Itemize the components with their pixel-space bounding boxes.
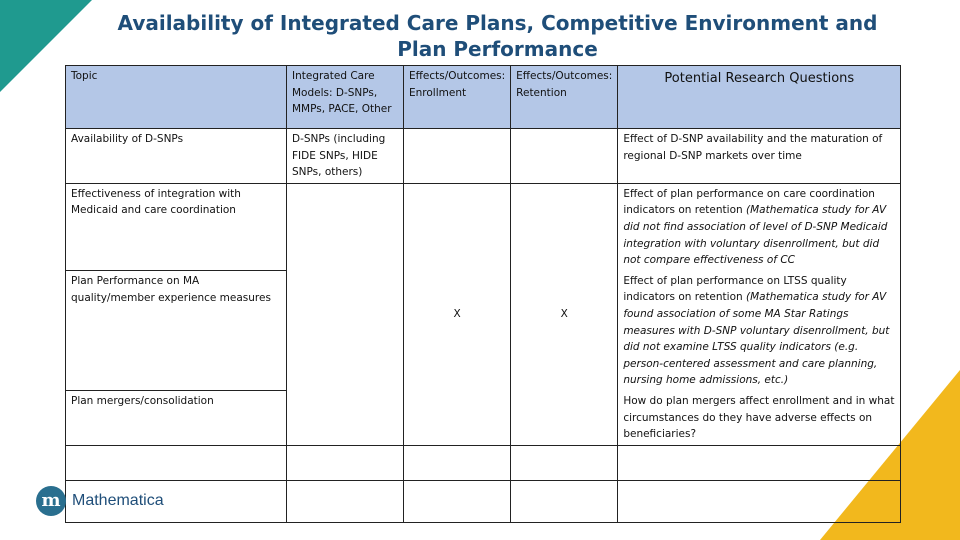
empty-cell [511, 480, 618, 522]
header-retention: Effects/Outcomes: Retention [511, 66, 618, 129]
table-row-empty [66, 480, 901, 522]
slide-title: Availability of Integrated Care Plans, Competitive Environment and Plan Performance [117, 11, 878, 61]
empty-cell [404, 445, 511, 480]
row-models: D-SNPs (including FIDE SNPs, HIDE SNPs, others) [287, 129, 404, 184]
empty-cell [511, 445, 618, 480]
row-topic: Effectiveness of integration with Medicaid and care coordination [66, 183, 287, 270]
table-row [66, 129, 901, 184]
row-topic: Plan Performance on MA quality/member experience measures [66, 271, 287, 391]
logo-text: Mathematica [72, 492, 164, 509]
empty-cell [618, 480, 901, 522]
header-questions: Potential Research Questions [618, 66, 901, 129]
table-row [66, 183, 901, 270]
question-note: (Mathematica study for AV found association of some MA Star Ratings measures with D-SNP voluntary disenrollment, but did not examine LTSS quality indicators (e.g. person-centered assessment and care planning, nursing home admissions, etc.) [623, 291, 890, 387]
row-retention-cell [511, 129, 618, 184]
row-models-cell [287, 183, 404, 445]
empty-cell [287, 445, 404, 480]
empty-cell [618, 445, 901, 480]
row-topic: Plan mergers/consolidation [66, 391, 287, 445]
mathematica-logo [36, 486, 164, 516]
row-question [618, 271, 901, 391]
table-header-row [66, 66, 901, 129]
empty-cell [66, 445, 287, 480]
row-question: How do plan mergers affect enrollment and in what circumstances do they have adverse effects on beneficiaries? [618, 391, 901, 445]
table-row-empty [66, 445, 901, 480]
empty-cell [287, 480, 404, 522]
logo-mark-icon: m [36, 486, 66, 516]
row-topic: Availability of D-SNPs [66, 129, 287, 184]
question-text: Effect of plan performance on LTSS quality indicators on retention [623, 274, 847, 304]
header-models: Integrated Care Models: D-SNPs, MMPs, PACE, Other [287, 66, 404, 129]
header-enrollment: Effects/Outcomes: Enrollment [404, 66, 511, 129]
empty-cell [404, 480, 511, 522]
row-question: Effect of D-SNP availability and the maturation of regional D-SNP markets over time [618, 129, 901, 184]
row-enrollment-cell [404, 129, 511, 184]
question-text: Effect of plan performance on care coordination indicators on retention [623, 187, 875, 217]
enrollment-mark: X [404, 183, 511, 445]
retention-mark: X [511, 183, 618, 445]
row-question [618, 183, 901, 270]
header-topic: Topic [66, 66, 287, 129]
research-table [65, 65, 901, 523]
question-note: (Mathematica study for AV did not find association of level of D-SNP Medicaid integration with voluntary disenrollment, but did not compare effectiveness of CC [623, 204, 888, 267]
